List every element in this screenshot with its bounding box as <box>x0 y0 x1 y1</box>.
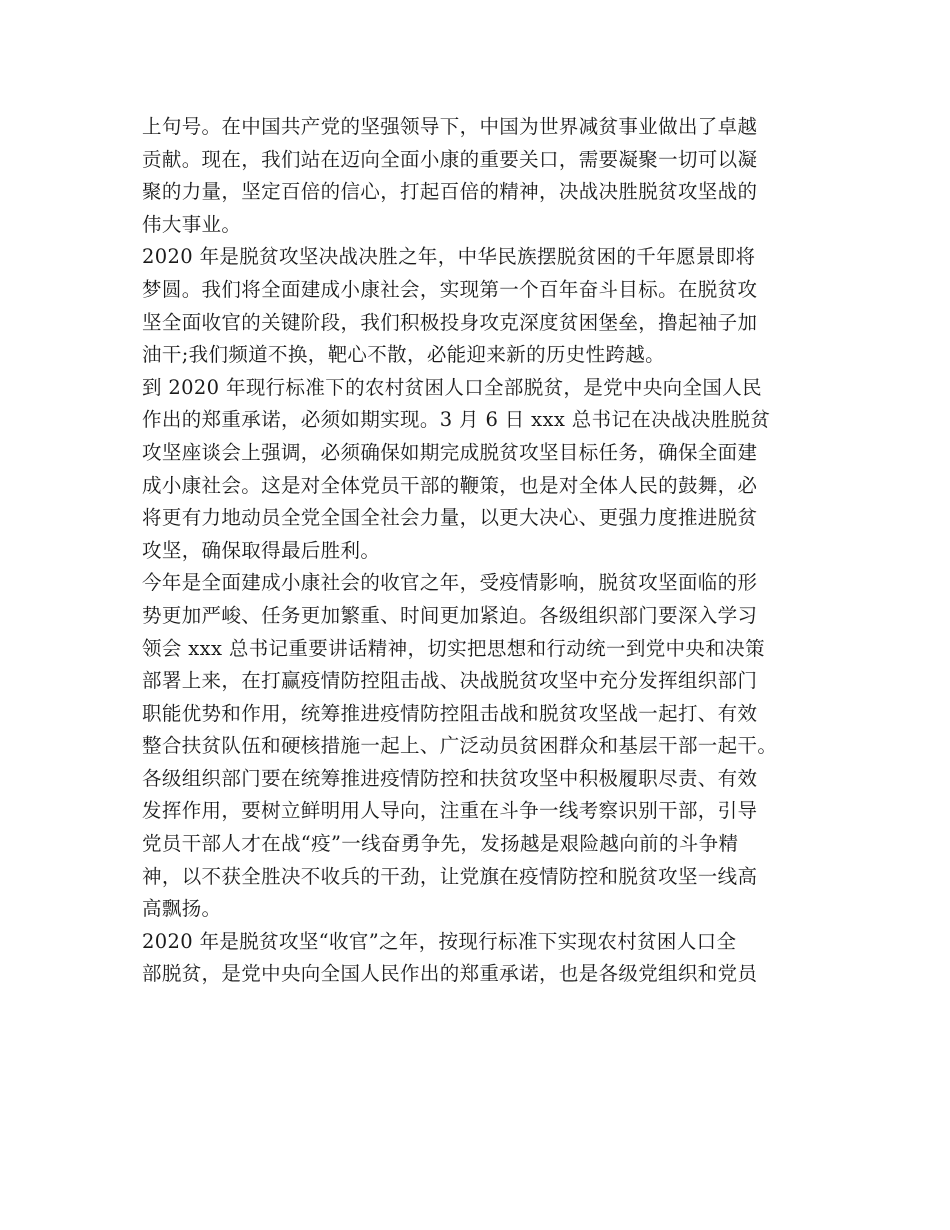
text-line: 聚的力量，坚定百倍的信心，打起百倍的精神，决战决胜脱贫攻坚战的 <box>142 180 758 204</box>
text-line: 整合扶贫队伍和硬核措施一起上、广泛动员贫困群众和基层干部一起干。 <box>142 734 778 758</box>
text-line: 势更加严峻、任务更加繁重、时间更加紧迫。各级组织部门要深入学习 <box>142 603 758 627</box>
text-line: 攻坚，确保取得最后胜利。 <box>142 538 381 562</box>
text-line: 贡献。现在，我们站在迈向全面小康的重要关口，需要凝聚一切可以凝 <box>142 147 758 171</box>
text-line: 党员干部人才在战“疫”一线奋勇争先，发扬越是艰险越向前的斗争精 <box>142 832 739 856</box>
text-line: 上句号。在中国共产党的坚强领导下，中国为世界减贫事业做出了卓越 <box>142 115 758 138</box>
text-line: 坚全面收官的关键阶段，我们积极投身攻克深度贫困堡垒，撸起袖子加 <box>142 310 758 334</box>
text-line: 到 2020 年现行标准下的农村贫困人口全部脱贫，是党中央向全国人民 <box>142 375 762 399</box>
text-line: 高飘扬。 <box>142 897 222 921</box>
text-line: 梦圆。我们将全面建成小康社会，实现第一个百年奋斗目标。在脱贫攻 <box>142 277 758 301</box>
document-body <box>142 111 832 991</box>
text-line: 成小康社会。这是对全体党员干部的鞭策，也是对全体人民的鼓舞，必 <box>142 473 758 497</box>
text-line: 各级组织部门要在统筹推进疫情防控和扶贫攻坚中积极履职尽责、有效 <box>142 766 758 790</box>
text-line: 油干;我们频道不换，靶心不散，必能迎来新的历史性跨越。 <box>142 343 666 367</box>
text-line: 攻坚座谈会上强调，必须确保如期完成脱贫攻坚目标任务，确保全面建 <box>142 440 758 464</box>
text-line: 部脱贫，是党中央向全国人民作出的郑重承诺，也是各级党组织和党员 <box>142 962 758 986</box>
text-line: 今年是全面建成小康社会的收官之年，受疫情影响，脱贫攻坚面临的形 <box>142 571 758 595</box>
text-line: 将更有力地动员全党全国全社会力量，以更大决心、更强力度推进脱贫 <box>142 506 758 530</box>
text-line: 2020 年是脱贫攻坚“收官”之年，按现行标准下实现农村贫困人口全 <box>142 929 737 953</box>
text-line: 部署上来，在打赢疫情防控阻击战、决战脱贫攻坚中充分发挥组织部门 <box>142 669 758 693</box>
text-line: 职能优势和作用，统筹推进疫情防控阻击战和脱贫攻坚战一起打、有效 <box>142 701 758 725</box>
text-line: 伟大事业。 <box>142 212 242 236</box>
text-line: 发挥作用，要树立鲜明用人导向，注重在斗争一线考察识别干部，引导 <box>142 799 758 823</box>
text-line: 领会 xxx 总书记重要讲话精神，切实把思想和行动统一到党中央和决策 <box>142 636 765 660</box>
text-line: 神，以不获全胜决不收兵的干劲，让党旗在疫情防控和脱贫攻坚一线高 <box>142 864 758 888</box>
text-line: 2020 年是脱贫攻坚决战决胜之年，中华民族摆脱贫困的千年愿景即将 <box>142 245 756 269</box>
text-line: 作出的郑重承诺，必须如期实现。3 月 6 日 xxx 总书记在决战决胜脱贫 <box>142 408 771 432</box>
